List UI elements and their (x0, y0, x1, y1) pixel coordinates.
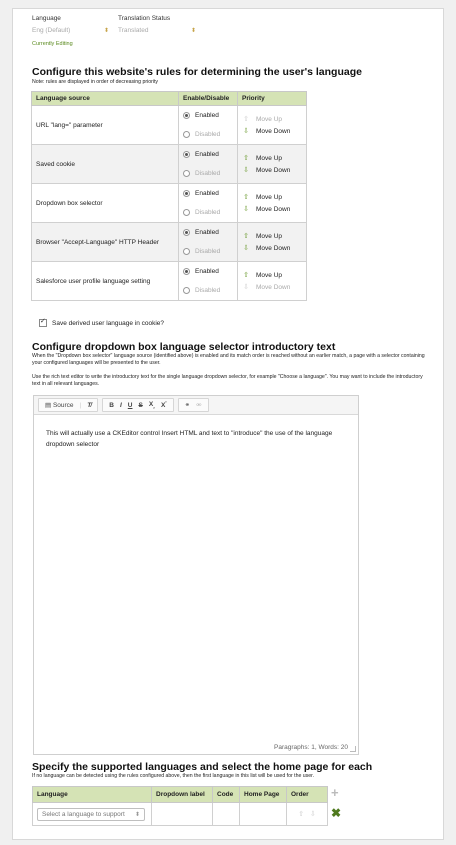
rules-header-enable: Enable/Disable (179, 92, 238, 106)
radio-icon (183, 112, 190, 119)
radio-icon (183, 268, 190, 275)
radio-icon (183, 151, 190, 158)
lang-header-dropdown: Dropdown label (152, 787, 213, 803)
radio-icon (183, 190, 190, 197)
rules-row (32, 106, 307, 145)
rules-table (31, 91, 307, 301)
strikethrough-icon[interactable]: S (138, 401, 143, 409)
language-label: Language (32, 15, 61, 22)
save-cookie-option[interactable] (39, 319, 164, 327)
translation-select[interactable] (118, 27, 148, 34)
move-down-button[interactable]: ⇩ Move Down (243, 205, 291, 213)
rules-row (32, 223, 307, 262)
enabled-radio[interactable]: Enabled (183, 262, 233, 281)
dropdown-note-1: When the "Dropdown box selector" language source (identified above) is enabled and its match order is reached without an earlier match, a page with a selector containing your configured languages will be presented to the user. (32, 353, 425, 366)
radio-icon (183, 170, 190, 177)
home-page-cell (240, 803, 287, 826)
move-down-button: ⇩ Move Down (243, 283, 291, 291)
radio-icon (183, 209, 190, 216)
order-up-icon: ⇧ (298, 811, 305, 818)
languages-table (32, 786, 328, 826)
link-icon[interactable]: ⚭ (184, 402, 191, 409)
language-value: Eng (Default) (32, 27, 71, 34)
arrow-down-icon: ⇩ (243, 167, 249, 174)
language-select-dropdown[interactable]: Select a language to support ⬍ (37, 808, 145, 821)
translation-status-label: Translation Status (118, 15, 171, 22)
rules-row (32, 145, 307, 184)
languages-title: Specify the supported languages and select the home page for each (32, 761, 373, 773)
move-up-button[interactable]: ⇧ Move Up (243, 271, 283, 279)
disabled-radio[interactable]: Disabled (183, 242, 233, 261)
radio-icon (183, 229, 190, 236)
currently-editing: Currently Editing (32, 41, 73, 47)
arrow-down-icon: ⇩ (243, 284, 249, 291)
disabled-radio[interactable]: Disabled (183, 125, 233, 144)
editor-toolbar: ▤ Source | T̸ B I U S $X_{_2}$ $X^{^2}$ ⚭ ⚮ (34, 396, 358, 415)
enabled-radio[interactable]: Enabled (183, 184, 233, 203)
enabled-radio[interactable]: Enabled (183, 223, 233, 242)
rule-source: URL "lang=" parameter (32, 106, 179, 145)
dropdown-label-cell (152, 803, 213, 826)
remove-format-icon[interactable]: T̸ (87, 401, 92, 409)
enabled-radio[interactable]: Enabled (183, 106, 233, 125)
disabled-radio[interactable]: Disabled (183, 203, 233, 222)
move-down-button[interactable]: ⇩ Move Down (243, 127, 291, 135)
arrow-up-icon: ⇧ (243, 155, 249, 162)
lang-header-order: Order (287, 787, 328, 803)
rule-source: Saved cookie (32, 145, 179, 184)
move-down-button[interactable]: ⇩ Move Down (243, 244, 291, 252)
language-select[interactable] (32, 27, 70, 34)
radio-icon (183, 287, 190, 294)
subscript-icon[interactable]: $X_{_2}$ (148, 400, 155, 410)
arrow-up-icon: ⇧ (243, 116, 249, 123)
bold-icon[interactable]: B (109, 401, 114, 409)
rule-source: Browser "Accept-Language" HTTP Header (32, 223, 179, 262)
disabled-radio[interactable]: Disabled (183, 164, 233, 183)
rich-text-editor (33, 395, 359, 755)
radio-icon (183, 248, 190, 255)
arrow-down-icon: ⇩ (243, 128, 249, 135)
checkbox-icon[interactable] (39, 319, 47, 327)
translation-spinner-icon[interactable]: ⬍ (191, 28, 197, 34)
move-up-button[interactable]: ⇧ Move Up (243, 232, 283, 240)
table-row (33, 803, 328, 826)
enabled-radio[interactable]: Enabled (183, 145, 233, 164)
dropdown-title: Configure dropdown box language selector introductory text (32, 341, 336, 353)
delete-language-icon[interactable]: ✖ (331, 806, 342, 820)
move-up-button[interactable]: ⇧ Move Up (243, 154, 283, 162)
code-cell (213, 803, 240, 826)
languages-note: If no language can be detected using the rules configured above, then the first language in this list will be used for the user. (32, 773, 315, 779)
underline-icon[interactable]: U (127, 401, 133, 409)
move-up-button[interactable]: ⇧ Move Up (243, 193, 283, 201)
translation-value: Translated (118, 27, 149, 34)
language-spinner-icon[interactable]: ⬍ (104, 28, 110, 34)
arrow-down-icon: ⇩ (243, 245, 249, 252)
rules-title: Configure this website's rules for determining the user's language (32, 66, 362, 78)
resize-grip-icon[interactable] (350, 746, 356, 752)
rules-row (32, 262, 307, 301)
rules-row (32, 184, 307, 223)
unlink-icon: ⚮ (196, 402, 202, 409)
disabled-radio[interactable]: Disabled (183, 281, 233, 300)
editor-word-count: Paragraphs: 1, Words: 20 (274, 744, 348, 751)
save-cookie-label: Save derived user language in cookie? (52, 319, 165, 327)
move-up-button: ⇧ Move Up (243, 115, 283, 123)
arrow-down-icon: ⇩ (243, 206, 249, 213)
add-language-icon[interactable]: + (331, 785, 339, 800)
rule-source: Salesforce user profile language setting (32, 262, 179, 301)
lang-header-home: Home Page (240, 787, 287, 803)
rule-source: Dropdown box selector (32, 184, 179, 223)
move-down-button[interactable]: ⇩ Move Down (243, 166, 291, 174)
rules-header-source: Language source (32, 92, 179, 106)
arrow-up-icon: ⇧ (243, 272, 249, 279)
arrow-up-icon: ⇧ (243, 194, 249, 201)
chevron-updown-icon: ⬍ (134, 811, 140, 818)
dropdown-note-2: Use the rich text editor to write the introductory text for the single language dropdown selector, for example "Choose a language". You may want to include the introductory text in all relevant languages. (32, 374, 423, 387)
superscript-icon[interactable]: $X^{^2}$ (160, 400, 167, 410)
settings-card (12, 8, 444, 840)
italic-icon[interactable]: I (119, 401, 122, 409)
rules-note: Note: rules are displayed in order of decreasing priority (32, 79, 159, 85)
rules-header-priority: Priority (238, 92, 307, 106)
source-button[interactable]: ▤ Source (45, 402, 74, 409)
editor-content[interactable]: This will actually use a CKEditor control Insert HTML and text to "introduce" the use of the language dropdown selector (46, 430, 333, 448)
arrow-up-icon: ⇧ (243, 233, 249, 240)
lang-header-language: Language (33, 787, 152, 803)
order-down-icon: ⇩ (309, 811, 316, 818)
radio-icon (183, 131, 190, 138)
lang-header-code: Code (213, 787, 240, 803)
